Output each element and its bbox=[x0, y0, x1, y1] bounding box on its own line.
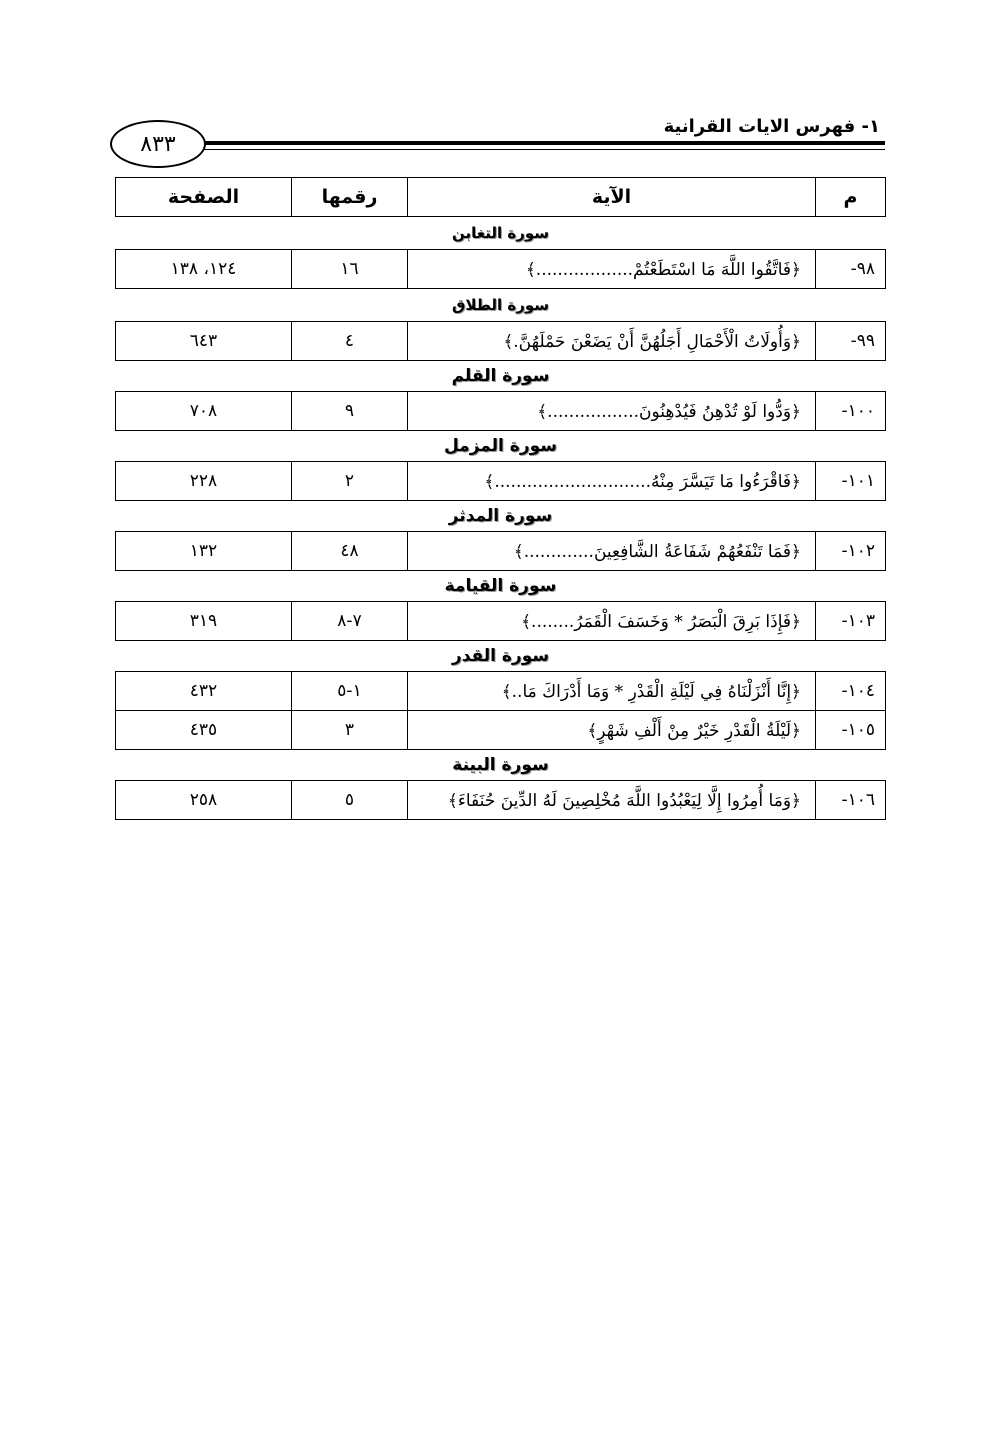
surah-heading: سورة المزمل bbox=[444, 436, 557, 456]
page-cell: ١٣٢ bbox=[116, 532, 292, 571]
ayah-number-cell: ١٦ bbox=[292, 250, 408, 289]
ayah-number-cell: ٧-٨ bbox=[292, 602, 408, 641]
row-number-cell: ١٠١- bbox=[816, 462, 886, 501]
page-cell: ٢٥٨ bbox=[116, 781, 292, 820]
surah-heading-row bbox=[116, 431, 886, 462]
table-body bbox=[116, 217, 886, 820]
table-row bbox=[116, 250, 886, 289]
ayah-number-cell: ٣ bbox=[292, 711, 408, 750]
page-cell: ٤٣٥ bbox=[116, 711, 292, 750]
surah-heading-row bbox=[116, 289, 886, 322]
ayah-text-cell: ﴿فَإِذَا بَرِقَ الْبَصَرُ * وَخَسَفَ الْقَمَرُ........﴾ bbox=[408, 602, 816, 641]
ayah-text-cell: ﴿فَاتَّقُوا اللَّهَ مَا اسْتَطَعْتُمْ..................﴾ bbox=[408, 250, 816, 289]
surah-heading: سورة القيامة bbox=[444, 576, 557, 596]
row-number-cell: ١٠٤- bbox=[816, 672, 886, 711]
row-number-cell: ١٠٥- bbox=[816, 711, 886, 750]
ayah-number-cell: ٤٨ bbox=[292, 532, 408, 571]
surah-heading-row bbox=[116, 641, 886, 672]
surah-heading: سورة التغابن bbox=[452, 224, 549, 242]
column-header-num: م bbox=[816, 178, 886, 217]
page-number-badge: ٨٣٣ bbox=[110, 120, 206, 168]
table-row bbox=[116, 462, 886, 501]
row-number-cell: ١٠٦- bbox=[816, 781, 886, 820]
table-row bbox=[116, 781, 886, 820]
ayah-text-cell: ﴿فَاقْرَءُوا مَا تَيَسَّرَ مِنْهُ.............................﴾ bbox=[408, 462, 816, 501]
ayah-text-cell: ﴿لَيْلَةُ الْقَدْرِ خَيْرٌ مِنْ أَلْفِ شَهْرٍ﴾ bbox=[408, 711, 816, 750]
surah-heading: سورة البينة bbox=[452, 755, 549, 775]
page-title: ١- فهرس الايات القرانية bbox=[663, 116, 880, 137]
page-cell: ٦٤٣ bbox=[116, 322, 292, 361]
row-number-cell: ١٠٣- bbox=[816, 602, 886, 641]
quran-verses-index-table bbox=[115, 177, 886, 820]
page-cell: ٢٢٨ bbox=[116, 462, 292, 501]
table-row bbox=[116, 532, 886, 571]
table-row bbox=[116, 322, 886, 361]
ayah-text-cell: ﴿وَدُّوا لَوْ تُدْهِنُ فَيُدْهِنُونَ.................﴾ bbox=[408, 392, 816, 431]
ayah-text-cell: ﴿وَأُولَاتُ الْأَحْمَالِ أَجَلُهُنَّ أَنْ يَضَعْنَ حَمْلَهُنَّ.﴾ bbox=[408, 322, 816, 361]
table-row bbox=[116, 392, 886, 431]
page-cell: ٧٠٨ bbox=[116, 392, 292, 431]
page-cell: ٣١٩ bbox=[116, 602, 292, 641]
column-header-ayah-number: رقمها bbox=[292, 178, 408, 217]
page-cell: ١٢٤، ١٣٨ bbox=[116, 250, 292, 289]
row-number-cell: ١٠٢- bbox=[816, 532, 886, 571]
surah-heading-row bbox=[116, 217, 886, 250]
surah-heading: سورة المدثر bbox=[448, 506, 553, 526]
ayah-text-cell: ﴿فَمَا تَنْفَعُهُمْ شَفَاعَةُ الشَّافِعِينَ.............﴾ bbox=[408, 532, 816, 571]
table-row bbox=[116, 672, 886, 711]
ayah-number-cell: ١-٥ bbox=[292, 672, 408, 711]
ayah-number-cell: ٥ bbox=[292, 781, 408, 820]
row-number-cell: ٩٨- bbox=[816, 250, 886, 289]
table-header-row bbox=[116, 178, 886, 217]
table-row bbox=[116, 711, 886, 750]
surah-heading: سورة القلم bbox=[451, 366, 550, 386]
surah-heading-row bbox=[116, 571, 886, 602]
ayah-number-cell: ٤ bbox=[292, 322, 408, 361]
column-header-page: الصفحة bbox=[116, 178, 292, 217]
surah-heading: سورة الطلاق bbox=[451, 296, 550, 314]
header-rule-thick bbox=[204, 141, 885, 145]
row-number-cell: ١٠٠- bbox=[816, 392, 886, 431]
row-number-cell: ٩٩- bbox=[816, 322, 886, 361]
page-cell: ٤٣٢ bbox=[116, 672, 292, 711]
column-header-ayah: الآية bbox=[408, 178, 816, 217]
surah-heading-row bbox=[116, 750, 886, 781]
header-rule-thin bbox=[204, 149, 885, 150]
ayah-text-cell: ﴿إِنَّا أَنْزَلْنَاهُ فِي لَيْلَةِ الْقَدْرِ * وَمَا أَدْرَاكَ مَا..﴾ bbox=[408, 672, 816, 711]
surah-heading: سورة القدر bbox=[451, 646, 550, 666]
ayah-text-cell: ﴿وَمَا أُمِرُوا إِلَّا لِيَعْبُدُوا اللَّهَ مُخْلِصِينَ لَهُ الدِّينَ حُنَفَاءَ﴾ bbox=[408, 781, 816, 820]
table-row bbox=[116, 602, 886, 641]
ayah-number-cell: ٩ bbox=[292, 392, 408, 431]
surah-heading-row bbox=[116, 501, 886, 532]
surah-heading-row bbox=[116, 361, 886, 392]
ayah-number-cell: ٢ bbox=[292, 462, 408, 501]
